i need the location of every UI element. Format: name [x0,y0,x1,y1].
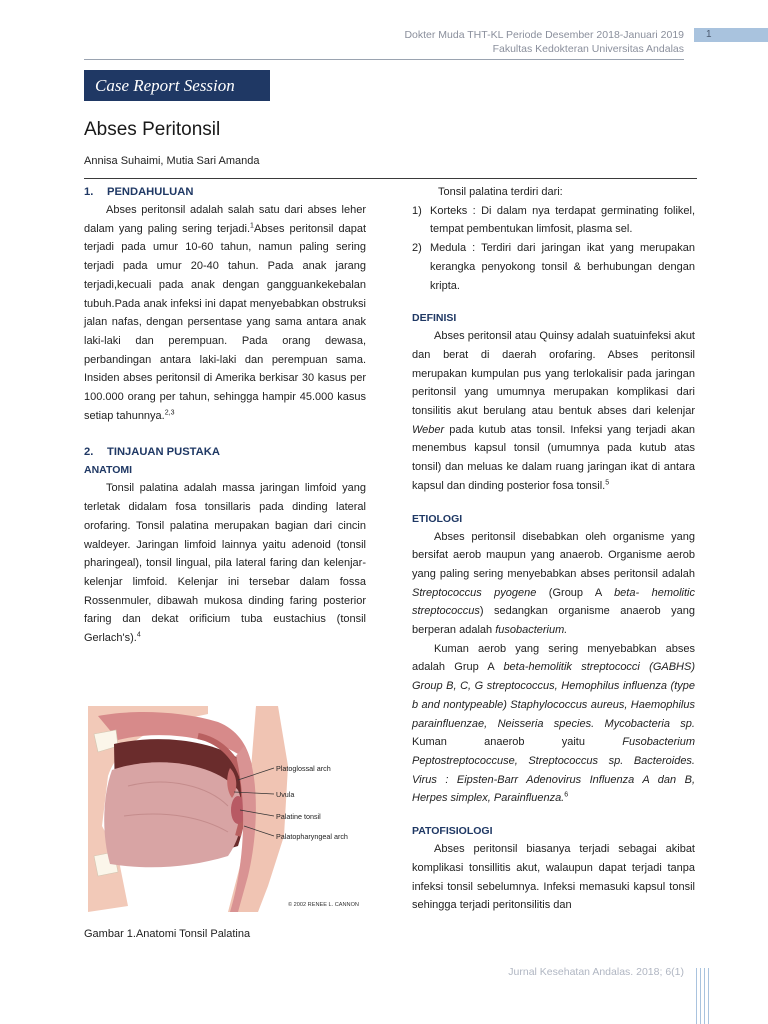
header-line-1: Dokter Muda THT-KL Periode Desember 2018-Januari 2019 [404,29,684,41]
section-heading-tinjauan-pustaka: 2. TINJAUAN PUSTAKA [84,446,220,459]
journal-footer: Jurnal Kesehatan Andalas. 2018; 6(1) [508,966,684,978]
label-platoglossal-arch: Platoglossal arch [276,764,331,773]
title-divider [84,178,697,179]
article-title: Abses Peritonsil [84,119,221,140]
left-column [84,183,366,648]
list-item: 2) Medula : Terdiri dari jaringan ikat yang merupakan kerangka penyokong tonsil & berhubungan dengan kripta. [412,242,695,292]
paragraph-etiologi-1: Abses peritonsil disebabkan oleh organisme yang bersifat aerob maupun yang anaerob. Organisme aerob yang paling sering menyebabkan abses peritonsil adalah Streptococcus pyogene (Group A beta- hemolitic streptococcus) sedangkan organisme anaerob yang berperan adalah fusobacterium. [412,530,695,637]
paragraph-patofisiologi: Abses peritonsil biasanya terjadi sebagai akibat komplikasi tonsillitis akut, walaupun dapat terjadi tanpa infeksi tonsil sebelumnya. Infeksi memasuki kapsul tonsil sehingga terjadi peritonsilitis dan [412,843,695,912]
label-palatine-tonsil: Palatine tonsil [276,812,321,821]
footer-decoration [696,968,710,1024]
figure-caption: Gambar 1.Anatomi Tonsil Palatina [84,928,251,940]
header-line-2: Fakultas Kedokteran Universitas Andalas [492,43,684,55]
running-header [404,28,684,56]
header-divider [84,59,684,60]
tonsil-structure-list [412,202,695,296]
paragraph-pendahuluan: Abses peritonsil adalah salah satu dari abses leher dalam yang paling sering terjadi.$^1$Abses peritonsil dapat terjadi pada umur 10-60 tahun, namun paling sering terjadi pada umur 20-40 tahun. Pada anak jarang terjadi,kecuali pada anak dengan gangguankekebalan tubuh.Pada anak infeksi ini dapat menyebabkan obstruksi jalan nafas, dengan persentase yang sama antara anak laki-laki dan perempuan. Pada orang dewasa, perbandingan antara laki-laki dan perempuan sama. Insiden abses peritonsil di Amerika berkisar 30 kasus per 100.000 orang per tahun, sehingga hampir 45.000 kasus setiap tahunnya.$^{2,3}$ [84,204,366,422]
tonsil-anatomy-figure [88,706,370,912]
subheading-etiologi: ETIOLOGI [412,512,463,525]
subheading-definisi: DEFINISI [412,312,457,325]
right-column [412,183,695,915]
list-item: 1) Korteks : Di dalam nya terdapat germinating folikel, tempat pembentukan limfosit, plasma sel. [412,204,695,236]
subheading-patofisiologi: PATOFISIOLOGI [412,825,493,838]
section-heading-pendahuluan: 1. PENDAHULUAN [84,186,194,198]
label-palatopharyngeal-arch: Palatopharyngeal arch [276,832,348,841]
article-authors: Annisa Suhaimi, Mutia Sari Amanda [84,155,260,167]
page-number: 1 [694,28,768,42]
figure-copyright: © 2002 RENEE L. CANNON [288,902,359,908]
paragraph-anatomi: Tonsil palatina adalah massa jaringan limfoid yang terletak didalam fosa tonsillaris pada dinding lateral orofaring. Tonsil palatina merupakan bagian dari cincin waldeyer. Jaringan limfoid lainnya yaitu adenoid (tonsil pharingeal), tonsil lingual, pila lateral faring dan kelenjar-kelenjar limfoid. Kelenjar ini tersebar dalam fossa Rossenmuler, dibawah mukosa dinding faring posterior faring dan dekat orificium tuba eustachius (tonsil Gerlach's).$^4$ [84,482,366,645]
label-uvula: Uvula [276,790,295,799]
paragraph-definisi: Abses peritonsil atau Quinsy adalah suatuinfeksi akut dan berat di daerah orofaring. Abses peritonsil merupakan kumpulan pus yang terlokalisir pada jaringan peritonsil yang umumnya merupakan komplikasi dari tonsilitis akut berulang atau bentuk abses dari kelenjar Weber pada kutub atas tonsil. Infeksi yang terjadi akan menembus kapsul tonsil (umumnya pada kutub atas tonsil) dan meluas ke dalam ruang jaringan ikat di antara kapsul dan dinding posterior fosa tonsil.$^5$ [412,330,695,492]
subheading-anatomi: ANATOMI [84,464,133,477]
paragraph-tonsil-intro: Tonsil palatina terdiri dari: [438,186,563,198]
case-report-banner: Case Report Session [84,70,270,101]
paragraph-etiologi-2: Kuman aerob yang sering menyebabkan abses adalah Grup A beta-hemolitik streptococci (GABHS) Group B, C, G streptococcus, Hemophilus influenza (type b and nontypeable) Staphylococcus aureus, Haemophilus parainfluenzae, Neisseria species. Mycobacteria sp. Kuman anaerob yaitu Fusobacterium Peptostreptococcuse, Streptococcus sp. Bacteroides. Virus : Eipsten-Barr Adenovirus Influenza A dan B, Herpes simplex, Parainfluenza.$^6$ [412,642,695,805]
